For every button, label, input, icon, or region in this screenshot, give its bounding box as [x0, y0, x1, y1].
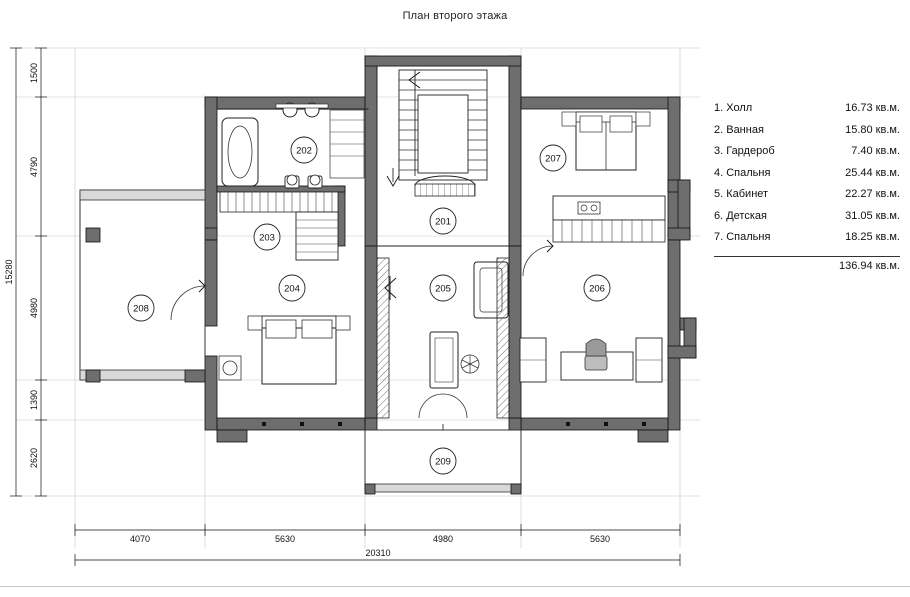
svg-text:4980: 4980 — [29, 297, 39, 319]
room-number: 202 — [296, 145, 312, 157]
svg-text:15280: 15280 — [4, 259, 14, 285]
legend-label: 1. Холл — [714, 102, 753, 114]
room-number: 205 — [435, 283, 451, 295]
room-number: 201 — [435, 216, 451, 228]
page-title: План второго этажа — [402, 10, 508, 22]
svg-text:2620: 2620 — [29, 447, 39, 469]
legend-label: 3. Гардероб — [714, 145, 775, 157]
svg-text:1390: 1390 — [29, 389, 39, 411]
room-number: 206 — [589, 283, 605, 295]
svg-text:20310: 20310 — [365, 548, 391, 558]
legend-row — [714, 184, 900, 206]
wardrobe-203 — [220, 192, 338, 260]
legend-row — [714, 227, 900, 249]
legend-row — [714, 98, 900, 120]
vertical-dimension-chain — [4, 48, 47, 496]
bedroom-204-furniture — [219, 316, 350, 384]
legend-area: 7.40 кв.м. — [851, 145, 900, 157]
terrace-208 — [80, 190, 205, 382]
legend-area: 18.25 кв.м. — [845, 231, 900, 243]
svg-text:1500: 1500 — [29, 62, 39, 84]
legend-row — [714, 120, 900, 142]
legend-area: 25.44 кв.м. — [845, 166, 900, 179]
legend-label: 6. Детская — [714, 209, 767, 222]
room-legend — [714, 98, 900, 249]
legend-area: 15.80 кв.м. — [845, 123, 900, 136]
room-207-furniture — [562, 112, 650, 170]
room-number: 207 — [545, 153, 561, 165]
svg-text:5630: 5630 — [589, 534, 611, 544]
legend-divider — [714, 256, 900, 257]
legend-row — [714, 206, 900, 228]
legend-label: 2. Ванная — [714, 123, 764, 136]
horizontal-dimension-chain — [75, 524, 680, 566]
legend-area: 31.05 кв.м. — [845, 209, 900, 222]
legend-row — [714, 163, 900, 185]
legend-total-area: 136.94 кв.м. — [838, 260, 900, 272]
legend-row — [714, 141, 900, 163]
legend-label: 4. Спальня — [714, 166, 771, 179]
room-number: 203 — [259, 232, 275, 244]
staircase — [387, 70, 487, 196]
footer-divider — [0, 586, 910, 587]
svg-text:5630: 5630 — [274, 534, 296, 544]
room-number: 204 — [284, 283, 300, 295]
svg-text:4980: 4980 — [432, 534, 454, 544]
legend-label: 7. Спальня — [714, 231, 771, 243]
legend-area: 22.27 кв.м. — [845, 188, 900, 200]
room-number: 209 — [435, 456, 451, 468]
svg-text:4790: 4790 — [29, 156, 39, 178]
legend-label: 5. Кабинет — [714, 188, 769, 200]
room-number: 208 — [133, 303, 149, 315]
legend-area: 16.73 кв.м. — [845, 102, 900, 114]
svg-text:4070: 4070 — [129, 534, 151, 544]
